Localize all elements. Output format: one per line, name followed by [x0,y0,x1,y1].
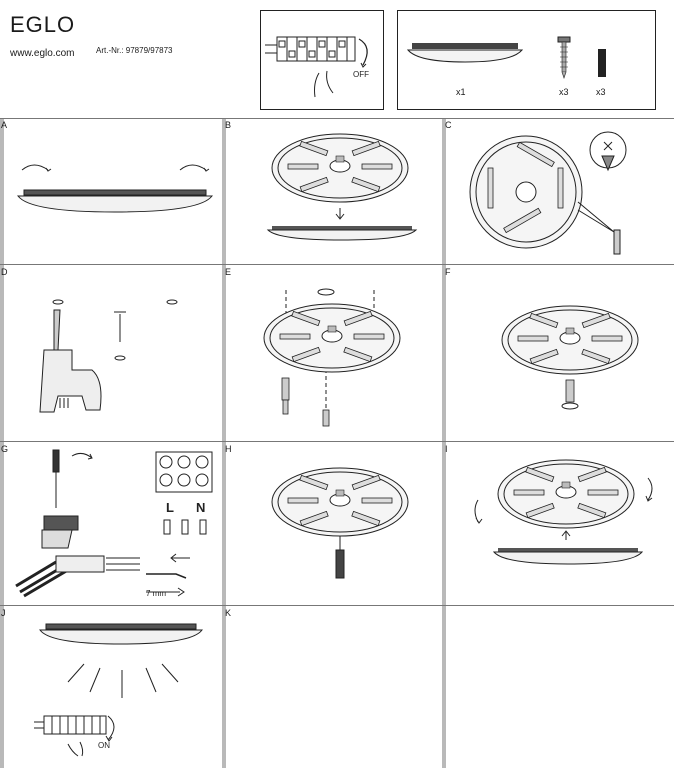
step-label-c: C [445,120,452,130]
step-label-i: I [445,444,448,454]
step-e-illustration [250,282,440,432]
row-divider [0,118,674,119]
on-label: ON [98,741,110,750]
brand-logo: EGLO [10,12,76,37]
step-j-illustration [34,620,224,760]
step-label-k: K [225,608,232,618]
wall-plug-icon [596,47,608,79]
terminal-l-label: L [166,500,174,515]
step-a-illustration [10,150,220,230]
row-divider [0,441,674,442]
step-label-a: A [1,120,8,130]
step-h-illustration [262,462,422,592]
step-label-b: B [225,120,232,130]
step-label-j: J [1,608,6,618]
lamp-quantity: x1 [456,87,466,97]
step-b-illustration [262,128,422,258]
step-label-g: G [1,444,9,454]
screw-icon [556,35,572,79]
strip-length-label: 7 mm [146,589,166,598]
step-label-f: F [445,267,451,277]
step-i-illustration [462,456,662,586]
article-number: Art.-Nr.: 97879/97873 [96,46,173,55]
screw-quantity: x3 [559,87,569,97]
row-divider [0,264,674,265]
step-d-illustration [30,290,210,430]
row-divider [0,605,674,606]
column-bar [0,118,4,768]
lamp-part-icon [406,37,526,67]
power-off-box [260,10,384,110]
website-url: www.eglo.com [10,48,75,59]
column-bar [442,118,446,768]
step-f-illustration [492,300,652,420]
step-c-illustration [462,122,642,262]
plug-quantity: x3 [596,87,606,97]
step-label-h: H [225,444,232,454]
off-label: OFF [353,70,369,79]
terminal-off-illustration [261,11,383,109]
step-g-illustration [6,446,220,604]
step-label-e: E [225,267,232,277]
step-label-d: D [1,267,8,277]
parts-box [397,10,656,110]
terminal-n-label: N [196,500,206,515]
